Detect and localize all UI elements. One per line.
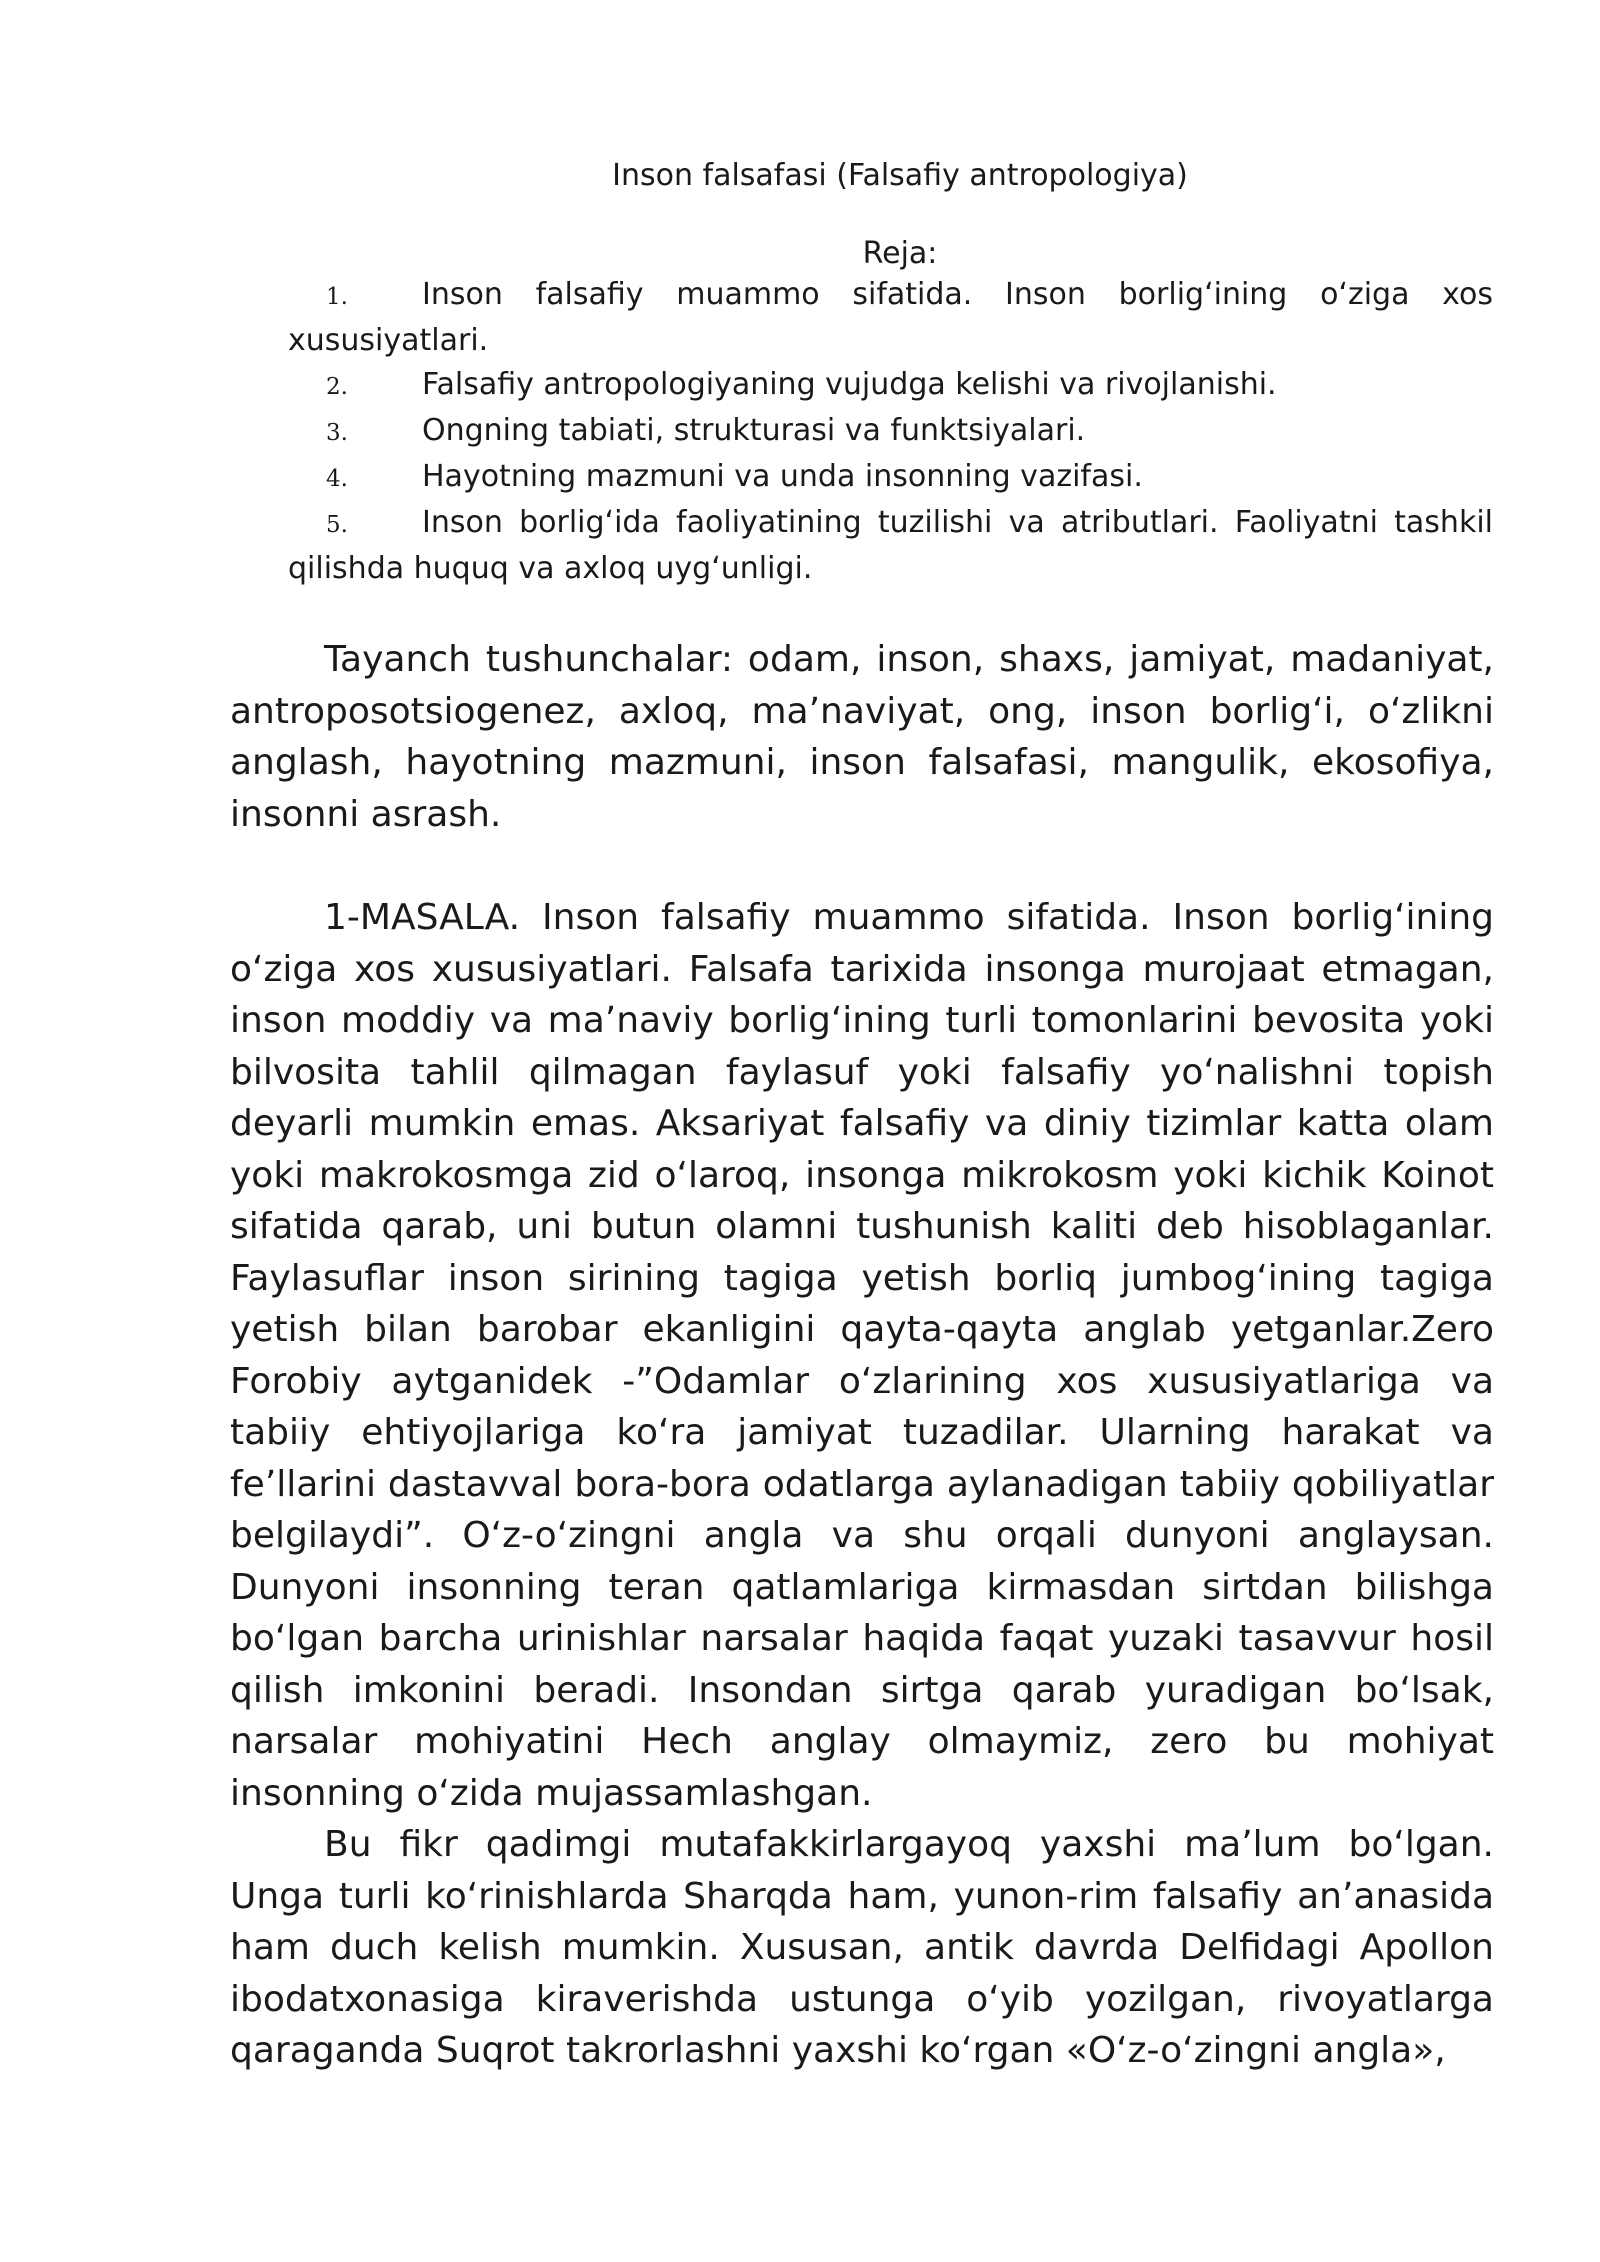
plan-item xyxy=(288,409,1493,455)
body-text xyxy=(230,892,1494,2077)
plan-item xyxy=(288,273,1493,363)
plan-list xyxy=(288,273,1493,591)
plan-item-text: Inson falsafiy muammo sifatida. Inson borlig‘ining o‘ziga xos xususiyatlari. xyxy=(288,277,1493,358)
plan-item-text: Falsafiy antropologiyaning vujudga kelishi va rivojlanishi. xyxy=(422,367,1277,402)
plan-heading: Reja: xyxy=(862,236,938,271)
plan-item-text: Hayotning mazmuni va unda insonning vazifasi. xyxy=(422,459,1143,494)
plan-item xyxy=(288,363,1493,409)
plan-item-number: 2. xyxy=(326,374,348,400)
plan-item-number: 5. xyxy=(326,512,348,538)
body-paragraph: Bu fikr qadimgi mutafakkirlargayoq yaxshi ma’lum bo‘lgan. Unga turli ko‘rinishlarda Sharqda ham, yunon-rim falsafiy an’anasida ham duch kelish mumkin. Xususan, antik davrda Delfidagi Apollon ibodatxonasiga kiraverishda ustunga o‘yib yozilgan, rivoyatlarga qaraganda Suqrot takrorlashni yaxshi ko‘rgan «O‘z-o‘zingni angla», xyxy=(230,1824,1494,2071)
plan-item-number: 4. xyxy=(326,466,348,492)
plan-item-text: Inson borlig‘ida faoliyatining tuzilishi va atributlari. Faoliyatni tashkil qilishda huquq va axloq uyg‘unligi. xyxy=(288,505,1493,586)
plan-item-number: 1. xyxy=(326,284,348,310)
plan-item xyxy=(288,455,1493,501)
plan-item-text: Ongning tabiati, strukturasi va funktsiyalari. xyxy=(422,413,1086,448)
keywords-paragraph: Tayanch tushunchalar: odam, inson, shaxs, jamiyat, madaniyat, antroposotsiogenez, axloq, ma’naviyat, ong, inson borlig‘i, o‘zlikni anglash, hayotning mazmuni, inson falsafasi, mangulik, ekosofiya, insonni asrash. xyxy=(230,639,1494,835)
plan-item xyxy=(288,501,1493,591)
document-title: Inson falsafasi (Falsafiy antropologiya) xyxy=(612,158,1188,193)
plan-item-number: 3. xyxy=(326,420,348,446)
body-paragraph: 1-MASALA. Inson falsafiy muammo sifatida. Inson borlig‘ining o‘ziga xos xususiyatlari. Falsafa tarixida insonga murojaat etmagan, inson moddiy va ma’naviy borlig‘ining turli tomonlarini bevosita yoki bilvosita tahlil qilmagan faylasuf yoki falsafiy yo‘nalishni topish deyarli mumkin emas. Aksariyat falsafiy va diniy tizimlar katta olam yoki makrokosmga zid o‘laroq, insonga mikrokosm yoki kichik Koinot sifatida qarab, uni butun olamni tushunish kaliti deb hisoblaganlar. Faylasuflar inson sirining tagiga yetish borliq jumbog‘ining tagiga yetish bilan barobar ekanligini qayta-qayta anglab yetganlar.Zero Forobiy aytganidek -”Odamlar o‘zlarining xos xususiyatlariga va tabiiy ehtiyojlariga ko‘ra jamiyat tuzadilar. Ularning harakat va fe’llarini dastavval bora-bora odatlarga aylanadigan tabiiy qobiliyatlar belgilaydi”. O‘z-o‘zingni angla va shu orqali dunyoni anglaysan. Dunyoni insonning teran qatlamlariga kirmasdan sirtdan bilishga bo‘lgan barcha urinishlar narsalar haqida faqat yuzaki tasavvur hosil qilish imkonini beradi. Insondan sirtga qarab yuradigan bo‘lsak, narsalar mohiyatini Hech anglay olmaymiz, zero bu mohiyat insonning o‘zida mujassamlashgan. xyxy=(230,897,1494,1814)
